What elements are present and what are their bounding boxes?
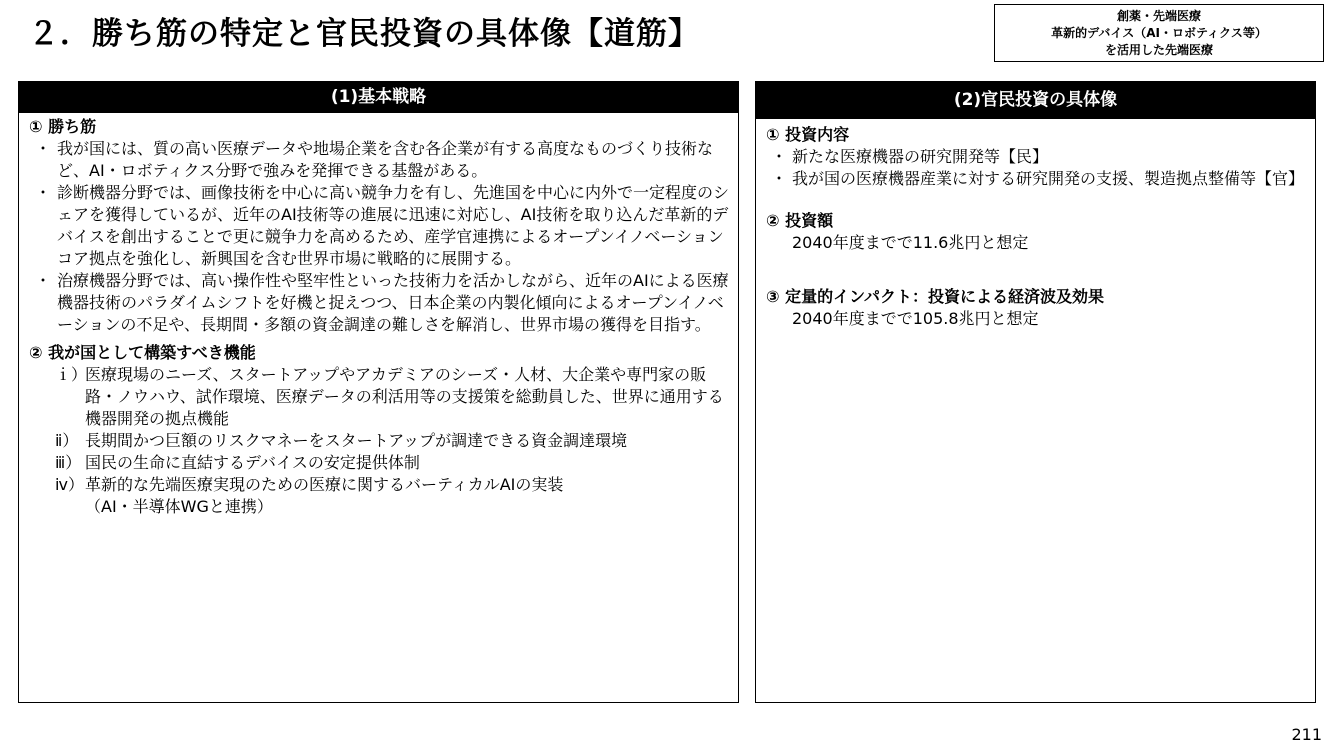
panel-body bbox=[19, 113, 738, 518]
function-item bbox=[29, 430, 730, 452]
bullet-text: 新たな医療機器の研究開発等【民】 bbox=[792, 147, 1049, 166]
bullet-text: 我が国の医療機器産業に対する研究開発の支援、製造拠点整備等【官】 bbox=[792, 169, 1305, 188]
tag-line: 創薬・先端医療 bbox=[1116, 8, 1201, 23]
item-text: 国民の生命に直結するデバイスの安定提供体制 bbox=[85, 453, 420, 472]
category-tag-box bbox=[994, 4, 1324, 62]
section-heading: ② 投資額 bbox=[766, 211, 834, 230]
bullet-mark: ・ bbox=[770, 147, 787, 166]
item-number: ⅱ） bbox=[55, 431, 79, 450]
bullet-text: 我が国には、質の高い医療データや地場企業を含む各企業が有する高度なものづくり技術など、AI・ロボティクス分野で強みを発揮できる基盤がある。 bbox=[57, 139, 714, 180]
bullet-item bbox=[29, 270, 730, 336]
investment-panel bbox=[755, 81, 1316, 703]
section-heading: ③ 定量的インパクト：投資による経済波及効果 bbox=[766, 287, 1104, 306]
item-number: ⅲ） bbox=[55, 453, 82, 472]
bullet-mark: ・ bbox=[34, 139, 51, 158]
panel-header: (2)官民投資の具体像 bbox=[756, 82, 1315, 119]
bullet-item bbox=[766, 168, 1307, 190]
function-item bbox=[29, 452, 730, 474]
item-note: （AI・半導体WGと連携） bbox=[85, 497, 273, 516]
bullet-mark: ・ bbox=[770, 169, 787, 188]
basic-strategy-panel bbox=[18, 81, 739, 703]
bullet-text: 診断機器分野では、画像技術を中心に高い競争力を有し、先進国を中心に内外で一定程度のシェアを獲得しているが、近年のAI技術等の進展に迅速に対応し、AI技術を取り込んだ革新的デバイスを創出することで更に競争力を高めるため、産学官連携によるオープンイノベーションコア拠点を強化し、新興国を含む世界市場に戦略的に展開する。 bbox=[57, 183, 730, 268]
page-title: ２．勝ち筋の特定と官民投資の具体像【道筋】 bbox=[28, 16, 700, 52]
page-number: 211 bbox=[1291, 725, 1322, 744]
panel-body bbox=[756, 119, 1315, 330]
bullet-item bbox=[766, 146, 1307, 168]
item-number: ｉ） bbox=[55, 365, 88, 384]
bullet-item bbox=[29, 138, 730, 182]
item-text: 医療現場のニーズ、スタートアップやアカデミアのシーズ・人材、大企業や専門家の販路・ノウハウ、試作環境、医療データの利活用等の支援策を総動員した、世界に通用する機器開発の拠点機能 bbox=[85, 365, 724, 428]
section-heading: ② 我が国として構築すべき機能 bbox=[29, 343, 256, 362]
function-item bbox=[29, 364, 730, 430]
section-heading: ① 投資内容 bbox=[766, 125, 850, 144]
item-number: ⅳ） bbox=[55, 475, 84, 494]
bullet-text: 治療機器分野では、高い操作性や堅牢性といった技術力を活かしながら、近年のAIによる医療機器技術のパラダイムシフトを好機と捉えつつ、日本企業の内製化傾向によるオープンイノベーションの不足や、長期間・多額の資金調達の難しさを解消し、世界市場の獲得を目指す。 bbox=[57, 271, 729, 334]
item-text: 長期間かつ巨額のリスクマネーをスタートアップが調達できる資金調達環境 bbox=[85, 431, 628, 450]
bullet-mark: ・ bbox=[34, 271, 51, 290]
section-heading: ① 勝ち筋 bbox=[29, 117, 97, 136]
tag-line: を活用した先端医療 bbox=[1104, 42, 1213, 57]
tag-line: 革新的デバイス（AI・ロボティクス等） bbox=[1051, 25, 1267, 40]
investment-amount: 2040年度までで11.6兆円と想定 bbox=[792, 233, 1029, 252]
economic-impact: 2040年度までで105.8兆円と想定 bbox=[792, 309, 1039, 328]
item-text: 革新的な先端医療実現のための医療に関するバーティカルAIの実装 bbox=[85, 475, 564, 494]
bullet-item bbox=[29, 182, 730, 270]
function-item bbox=[29, 474, 730, 496]
bullet-mark: ・ bbox=[34, 183, 51, 202]
panel-header: (1)基本戦略 bbox=[19, 82, 738, 113]
